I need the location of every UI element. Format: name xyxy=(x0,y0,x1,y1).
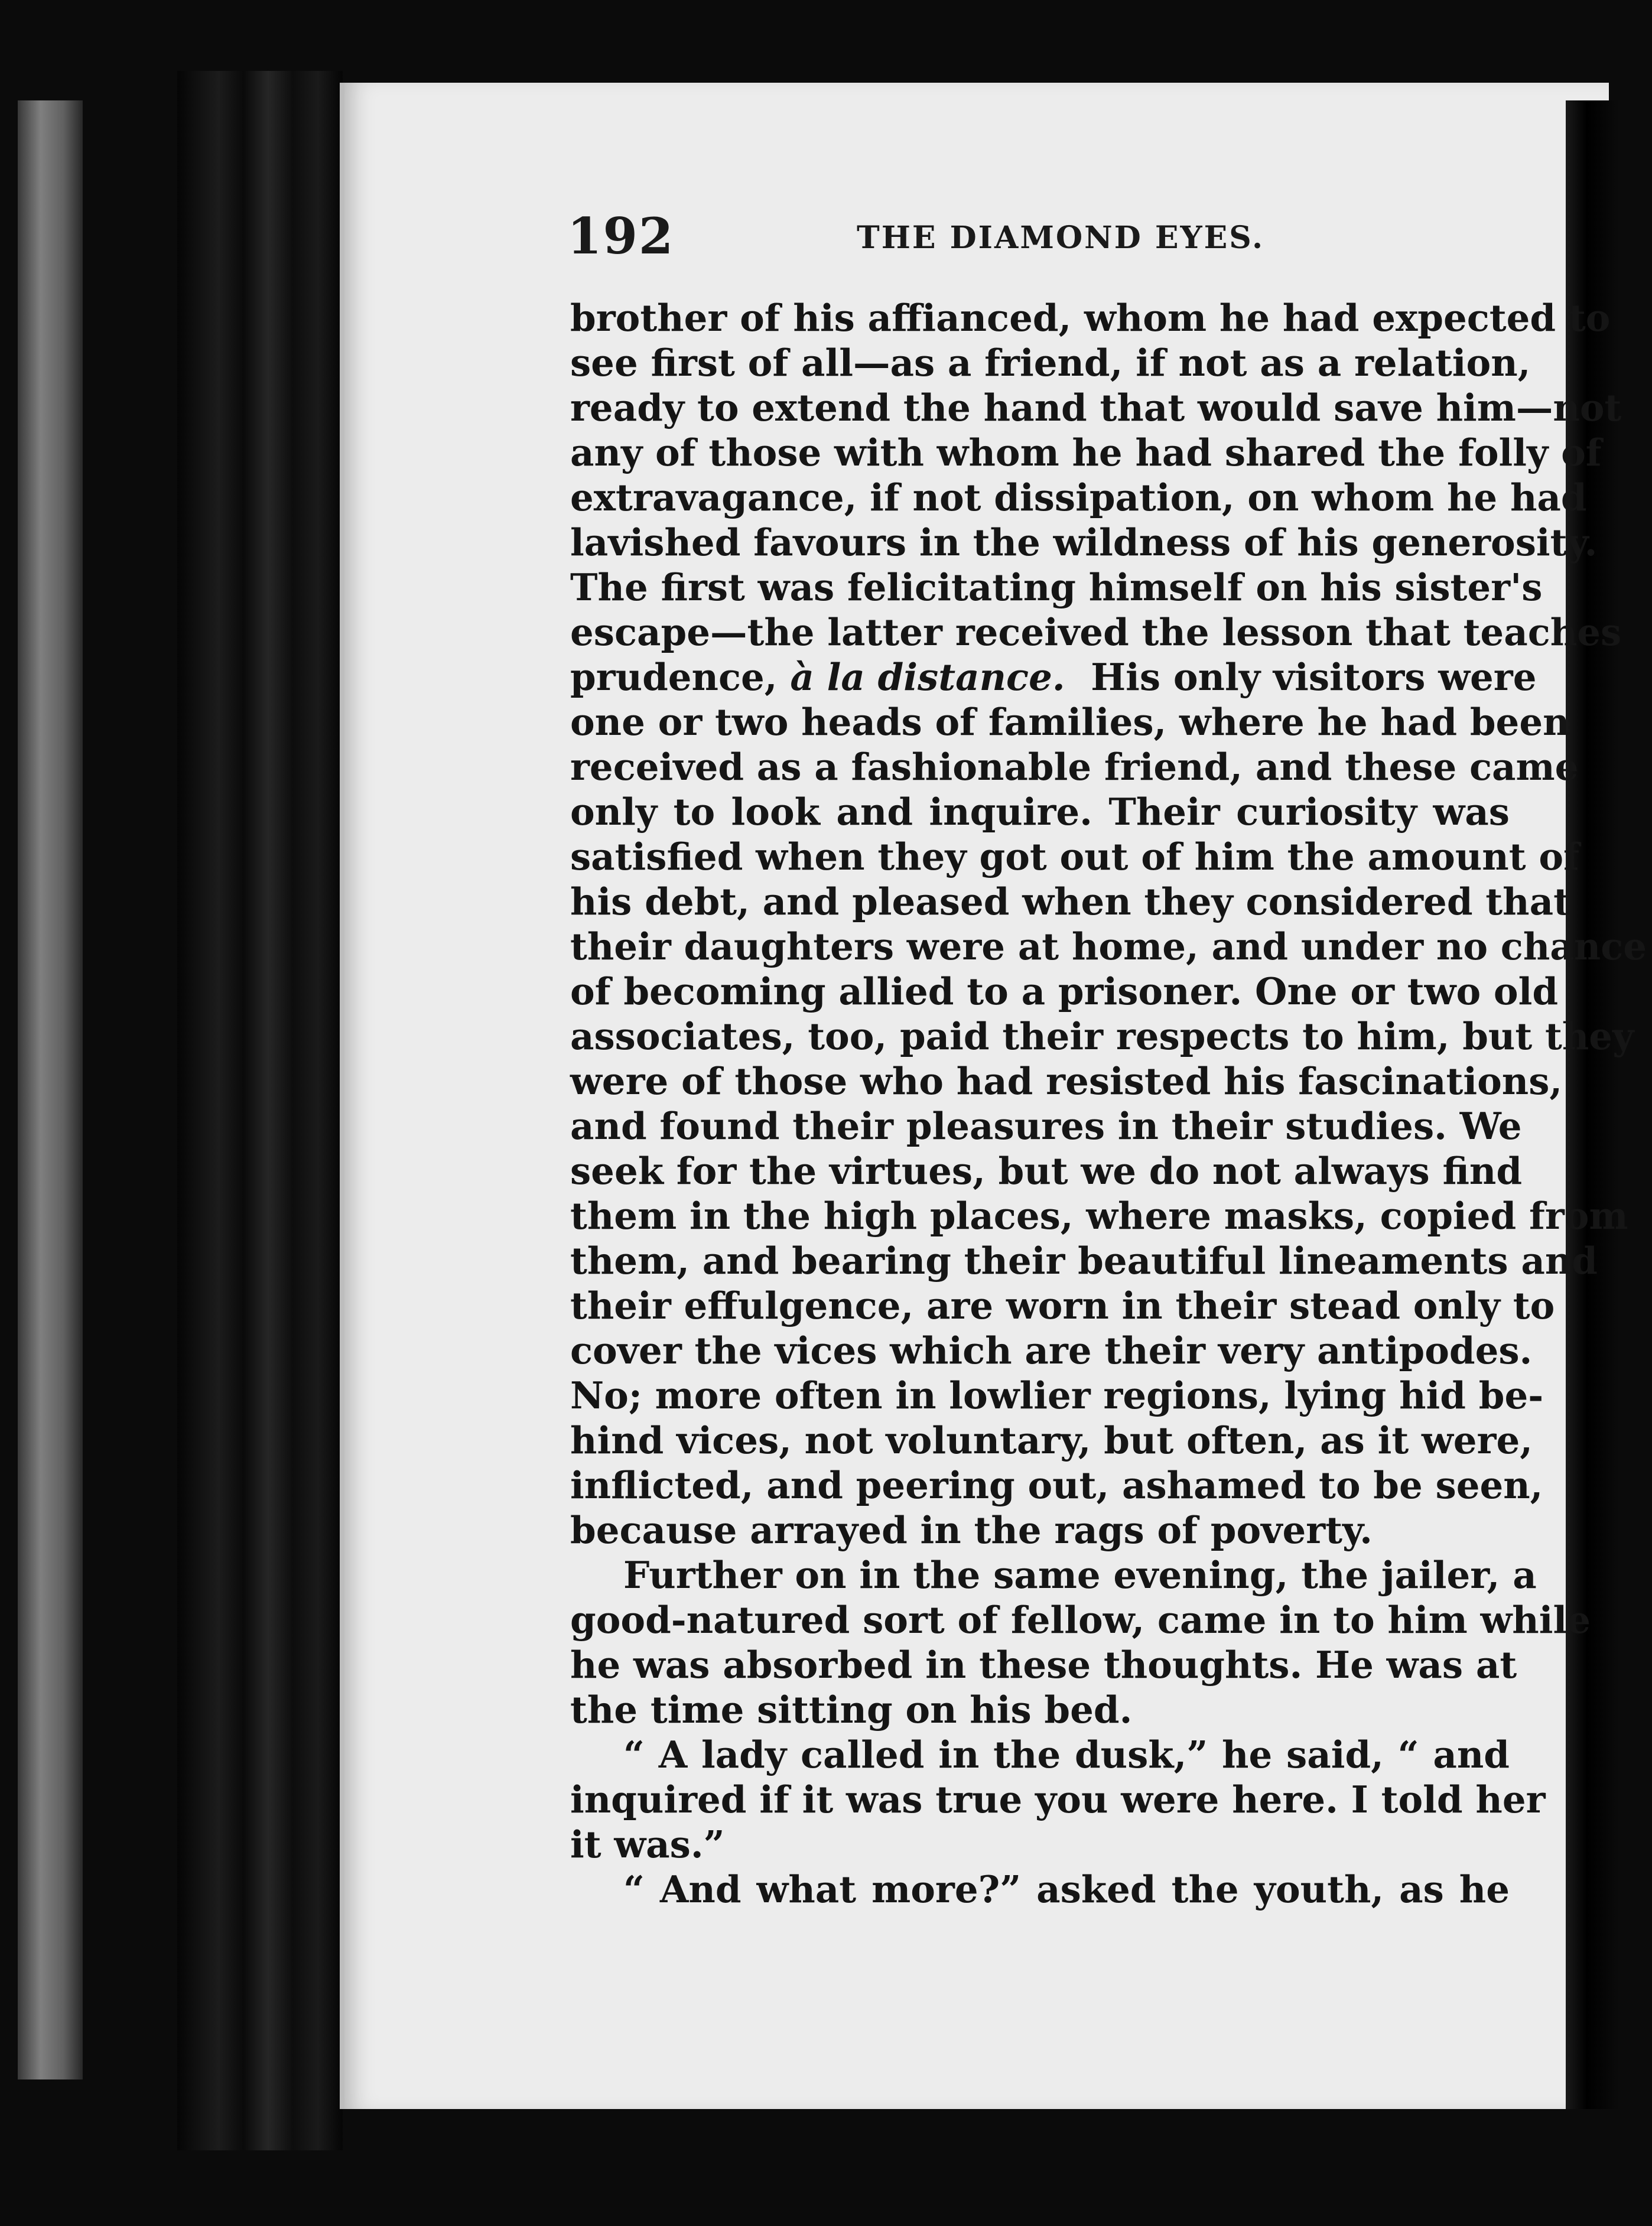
text-line: only to look and inquire. Their curiosity was xyxy=(570,790,1510,834)
book-spine xyxy=(177,71,343,2150)
text-line: it was.” xyxy=(570,1823,725,1866)
italic-phrase: à la distance. xyxy=(790,655,1065,699)
text-line: them, and bearing their beautiful lineaments and xyxy=(570,1239,1598,1283)
paragraph-start-line: “ And what more?” asked the youth, as he xyxy=(623,1867,1510,1911)
text-line: see first of all—as a friend, if not as a relation, xyxy=(570,341,1531,385)
text-line: and found their pleasures in their studies. We xyxy=(570,1104,1522,1148)
text-line: any of those with whom he had shared the folly of xyxy=(570,431,1602,474)
text-line: their effulgence, are worn in their stead only to xyxy=(570,1284,1555,1327)
text-line: escape—the latter received the lesson that teaches xyxy=(570,610,1622,654)
text-line: lavished favours in the wildness of his generosity. xyxy=(570,520,1598,564)
paragraph-start-line: “ A lady called in the dusk,” he said, “ and xyxy=(623,1733,1510,1776)
body-text xyxy=(570,295,1647,1912)
text-line: good-natured sort of fellow, came in to him while xyxy=(570,1598,1591,1642)
text-line: extravagance, if not dissipation, on whom he had xyxy=(570,476,1587,519)
text-line: prudence, à la distance. His only visitors were xyxy=(570,655,1537,699)
text-line: hind vices, not voluntary, but often, as it were, xyxy=(570,1418,1533,1462)
text-line: their daughters were at home, and under no chance xyxy=(570,925,1647,968)
scan-left-edge xyxy=(18,100,83,2079)
text-line: satisfied when they got out of him the amount of xyxy=(570,835,1579,878)
text-line: seek for the virtues, but we do not always find xyxy=(570,1149,1523,1193)
text-line: inquired if it was true you were here. I told her xyxy=(570,1778,1546,1821)
text-line: ready to extend the hand that would save him—not xyxy=(570,386,1622,429)
page-header xyxy=(567,207,1513,265)
paragraph-start-line: Further on in the same evening, the jailer, a xyxy=(623,1553,1537,1597)
text-line: received as a fashionable friend, and these came xyxy=(570,745,1579,789)
text-line: because arrayed in the rags of poverty. xyxy=(570,1508,1373,1552)
text-line: cover the vices which are their very antipodes. xyxy=(570,1329,1533,1372)
text-line: were of those who had resisted his fascinations, xyxy=(570,1059,1563,1103)
text-line: associates, too, paid their respects to him, but they xyxy=(570,1014,1634,1058)
text-line: No; more often in lowlier regions, lying hid be- xyxy=(570,1374,1544,1417)
text-line: The first was felicitating himself on his sister's xyxy=(570,565,1543,609)
text-line: his debt, and pleased when they considered that xyxy=(570,880,1570,923)
text-line: brother of his affianced, whom he had expected to xyxy=(570,296,1611,340)
page-number: 192 xyxy=(567,207,675,265)
text-line: one or two heads of families, where he had been xyxy=(570,700,1570,744)
text-line: them in the high places, where masks, copied from xyxy=(570,1194,1628,1238)
text-line: the time sitting on his bed. xyxy=(570,1688,1133,1732)
text-line: inflicted, and peering out, ashamed to be seen, xyxy=(570,1463,1543,1507)
text-line: of becoming allied to a prisoner. One or two old xyxy=(570,969,1559,1013)
text-line: he was absorbed in these thoughts. He was at xyxy=(570,1643,1517,1687)
running-title: THE DIAMOND EYES. xyxy=(857,220,1265,256)
